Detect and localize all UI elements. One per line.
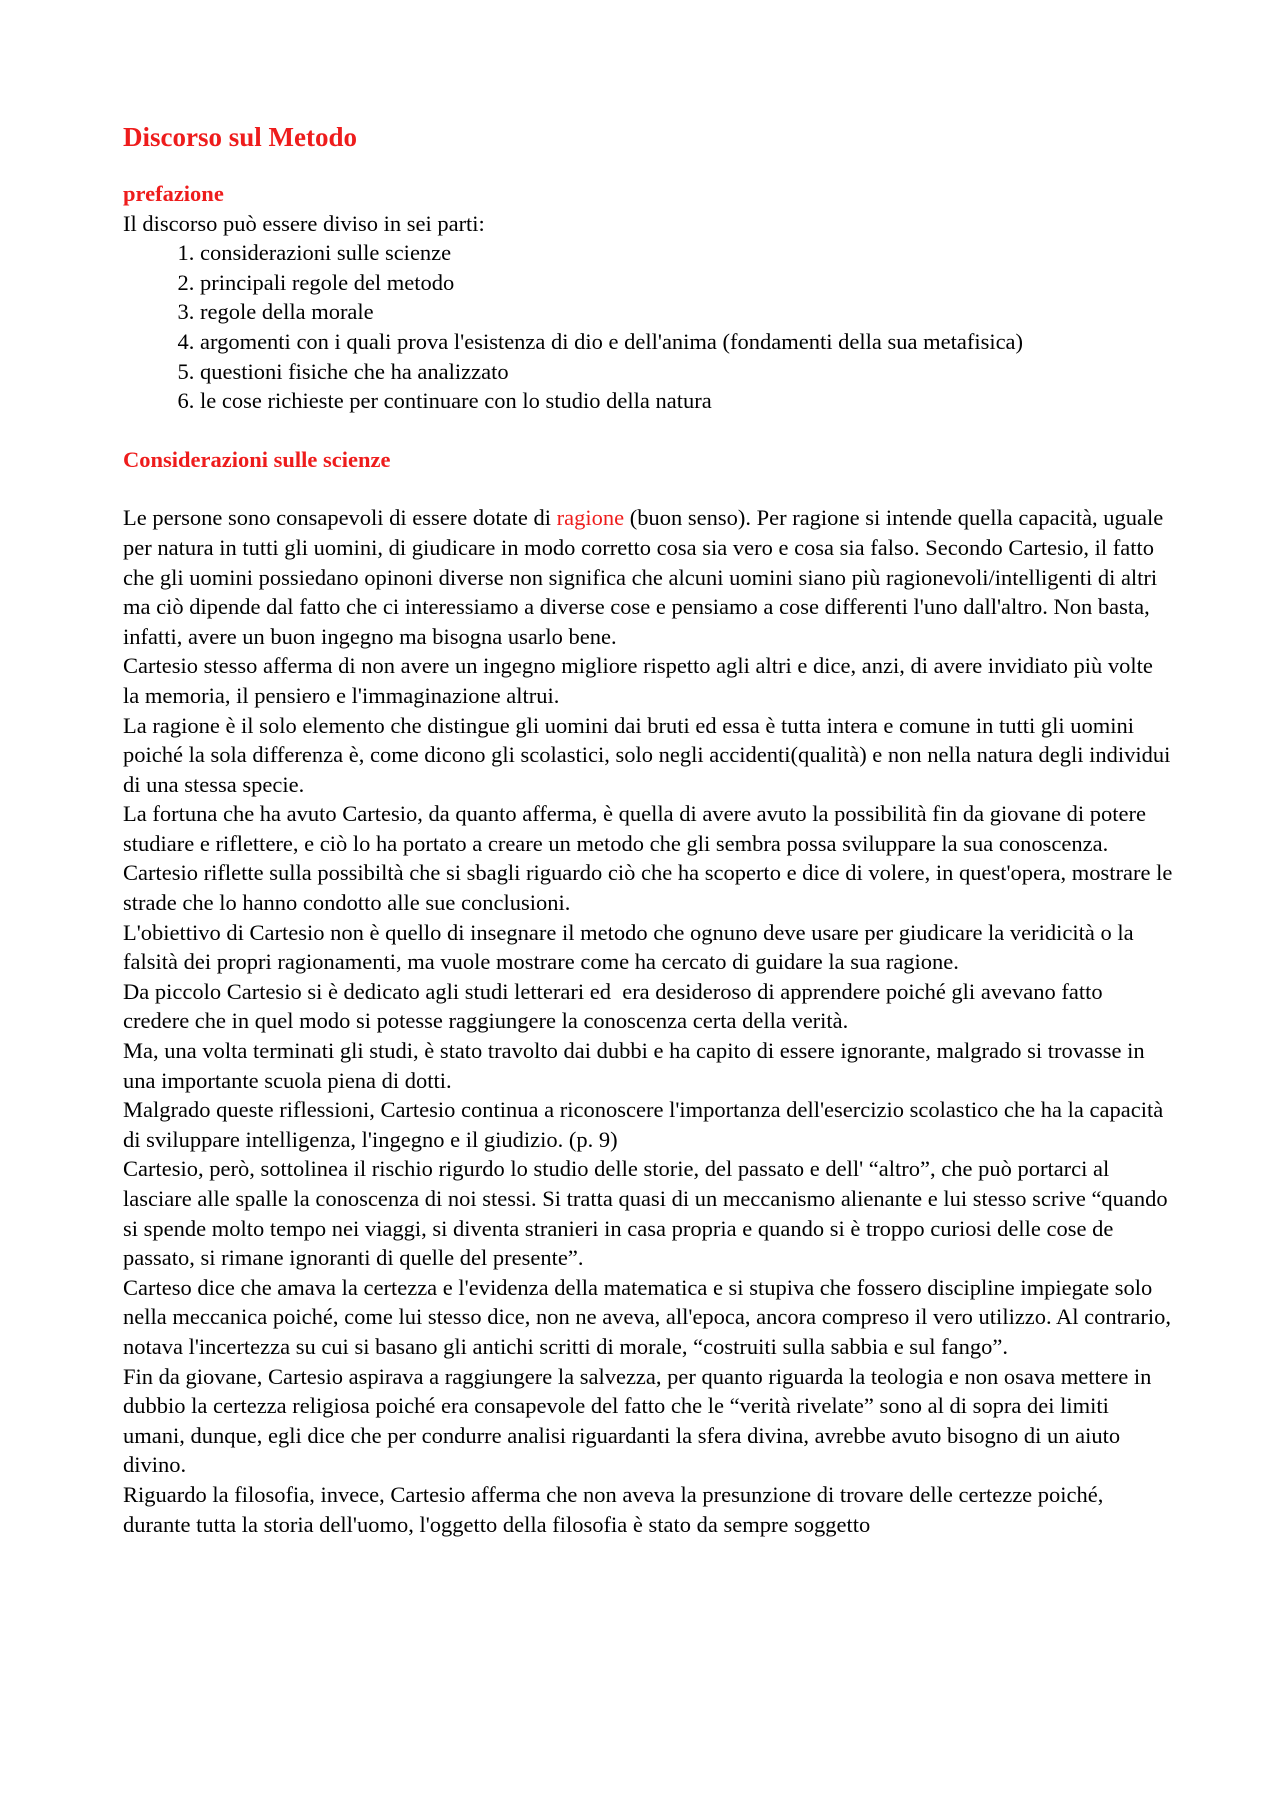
paragraph-text: (buon senso). Per ragione si intende quella capacità, uguale per natura in tutti gli uomini, di giudicare in modo corretto cosa sia vero e cosa sia falso. Secondo Cartesio, il fatto che gli uomini possiedano opinoni diverse non significa che alcuni uomini siano più ragionevoli/intelligenti di altri ma ciò dipende dal fatto che ci interessiamo a diverse cose e pensiamo a cose differenti l'uno dall'altro. Non basta, infatti, avere un buon ingegno ma bisogna usarlo bene.	[123, 505, 1169, 649]
paragraph: L'obiettivo di Cartesio non è quello di insegnare il metodo che ognuno deve usare per giudicare la veridicità o la falsità dei propri ragionamenti, ma vuole mostrare come ha cercato di guidare la sua ragione.	[123, 919, 1140, 975]
list-item: 5. questioni fisiche che ha analizzato	[200, 357, 1173, 387]
document-page	[123, 120, 1178, 1539]
section-heading: Considerazioni sulle scienze	[123, 446, 391, 472]
paragraph: Fin da giovane, Cartesio aspirava a raggiungere la salvezza, per quanto riguarda la teologia e non osava mettere in dubbio la certezza religiosa poiché era consapevole del fatto che le “verità rivelate” sono al di sopra dei limiti umani, dunque, egli dice che per condurre analisi riguardanti la sfera divina, avrebbe avuto bisogno di un aiuto divino.	[123, 1363, 1157, 1478]
paragraph: Da piccolo Cartesio si è dedicato agli studi letterari ed era desideroso di apprendere poiché gli avevano fatto credere che in quel modo si potesse raggiungere la conoscenza certa della verità.	[123, 978, 1109, 1034]
paragraph: Ma, una volta terminati gli studi, è stato travolto dai dubbi e ha capito di essere ignorante, malgrado si trovasse in una importante scuola piena di dotti.	[123, 1038, 1151, 1093]
parts-list	[123, 238, 1173, 416]
preface-heading: prefazione	[123, 181, 224, 206]
document-title: Discorso sul Metodo	[123, 122, 357, 152]
highlighted-term: ragione	[556, 505, 625, 531]
preface-intro: Il discorso può essere diviso in sei parti:	[123, 210, 485, 236]
list-item: 2. principali regole del metodo	[200, 268, 1173, 298]
paragraph	[123, 503, 1173, 651]
paragraph: Riguardo la filosofia, invece, Cartesio afferma che non aveva la presunzione di trovare delle certezze poiché, durante tutta la storia dell'uomo, l'oggetto della filosofia è stato da sempre soggetto	[123, 1481, 1110, 1537]
paragraph: La ragione è il solo elemento che distingue gli uomini dai bruti ed essa è tutta intera e comune in tutti gli uomini poiché la sola differenza è, come dicono gli scolastici, solo negli accidenti(qualità) e non nella natura degli individui di una stessa specie.	[123, 712, 1176, 797]
list-item: 1. considerazioni sulle scienze	[200, 238, 1173, 268]
list-item: 6. le cose richieste per continuare con lo studio della natura	[200, 386, 1173, 416]
paragraph: Cartesio stesso afferma di non avere un ingegno migliore rispetto agli altri e dice, anzi, di avere invidiato più volte la memoria, il pensiero e l'immaginazione altrui.	[123, 653, 1159, 708]
paragraph-text: Le persone sono consapevoli di essere dotate di	[123, 505, 557, 531]
paragraph: Malgrado queste riflessioni, Cartesio continua a riconoscere l'importanza dell'esercizio scolastico che ha la capacità di sviluppare intelligenza, l'ingegno e il giudizio. (p. 9)	[123, 1097, 1169, 1152]
list-item: 4. argomenti con i quali prova l'esistenza di dio e dell'anima (fondamenti della sua metafisica)	[200, 327, 1173, 357]
paragraph: La fortuna che ha avuto Cartesio, da quanto afferma, è quella di avere avuto la possibilità fin da giovane di potere studiare e riflettere, e ciò lo ha portato a creare un metodo che gli sembra possa sviluppare la sua conoscenza. Cartesio riflette sulla possibiltà che si sbagli riguardo ciò che ha scoperto e dice di volere, in quest'opera, mostrare le strade che lo hanno condotto alle sue conclusioni.	[123, 801, 1178, 916]
list-item: 3. regole della morale	[200, 297, 1173, 327]
paragraph: Carteso dice che amava la certezza e l'evidenza della matematica e si stupiva che fossero discipline impiegate solo nella meccanica poiché, come lui stesso dice, non ne aveva, all'epoca, ancora compreso il vero utilizzo. Al contrario, notava l'incertezza su cui si basano gli antichi scritti di morale, “costruiti sulla sabbia e sul fango”.	[123, 1274, 1177, 1359]
paragraph: Cartesio, però, sottolinea il rischio rigurdo lo studio delle storie, del passato e dell' “altro”, che può portarci al lasciare alle spalle la conoscenza di noi stessi. Si tratta quasi di un meccanismo alienante e lui stesso scrive “quando si spende molto tempo nei viaggi, si diventa stranieri in casa propria e quando si è troppo curiosi delle cose de passato, si rimane ignoranti di quelle del presente”.	[123, 1156, 1174, 1271]
